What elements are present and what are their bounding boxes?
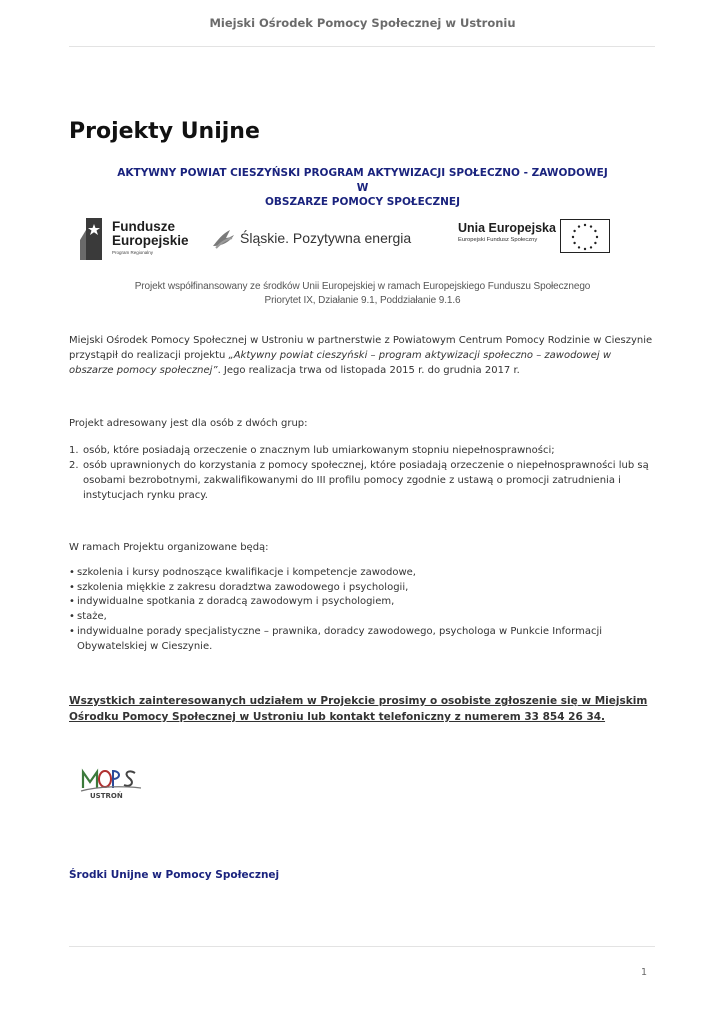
cofinancing-line1: Projekt współfinansowany ze środków Unii Europejskiej w ramach Europejskiego Funduszu Społecznego <box>134 281 591 292</box>
page-number: 1 <box>640 967 647 978</box>
ue-logo-line1: Unia Europejska <box>458 221 556 235</box>
list-item: • staże, <box>69 610 655 625</box>
fundusze-europejskie-logo <box>78 214 198 264</box>
list-item <box>69 443 655 458</box>
intro-paragraph <box>69 333 655 378</box>
unia-europejska-logo <box>458 219 618 259</box>
ue-logo-line2: Europejski Fundusz Społeczny <box>458 237 538 243</box>
slaskie-logo <box>210 224 420 254</box>
list-item-number: 1. <box>69 445 79 456</box>
list-item <box>69 458 655 503</box>
mops-logo <box>79 764 151 804</box>
list-item: • szkolenia i kursy podnoszące kwalifikacje i kompetencje zawodowe, <box>69 566 655 581</box>
cofinancing-note <box>100 280 625 308</box>
activities-lead: W ramach Projektu organizowane będą: <box>69 542 269 553</box>
footer-divider <box>69 946 655 947</box>
page-title: Projekty Unijne <box>69 119 260 144</box>
fe-logo-line2: Europejskie <box>112 233 189 248</box>
eu-flag-icon <box>560 219 610 253</box>
groups-lead: Projekt adresowany jest dla osób z dwóch grup: <box>69 418 308 429</box>
cofinancing-line2: Priorytet IX, Działanie 9.1, Poddziałanie 9.1.6 <box>264 295 461 306</box>
header-divider <box>69 46 655 47</box>
intro-text-after: . Jego realizacja trwa od listopada 2015 r. do grudnia 2017 r. <box>217 365 520 376</box>
list-item: • szkolenia miękkie z zakresu doradztwa zawodowego i psychologii, <box>69 581 655 596</box>
contact-note: Wszystkich zainteresowanych udziałem w Projekcie prosimy o osobiste zgłoszenie się w Miejskim Ośrodku Pomocy Społecznej w Ustroniu lub kontakt telefoniczny z numerem 33 854 26 34. <box>69 695 648 723</box>
groups-list <box>69 443 655 503</box>
mops-logo-label: USTROŃ <box>90 792 123 800</box>
eu-logos-banner <box>78 214 618 264</box>
list-item-text: osób, które posiadają orzeczenie o znacznym lub umiarkowanym stopniu niepełnosprawności; <box>83 445 555 456</box>
eu-funds-link[interactable]: Środki Unijne w Pomocy Społecznej <box>69 869 280 881</box>
slaskie-logo-text: Śląskie. Pozytywna energia <box>240 230 412 246</box>
mops-logo-icon <box>79 764 151 804</box>
list-item-number: 2. <box>69 460 79 471</box>
intro-project-name: „Aktywny powiat cieszyński – program aktywizacji społeczno – zawodowej w obszarze pomocy społecznej” <box>69 350 612 376</box>
list-item-text: osób uprawnionych do korzystania z pomocy społecznej, które posiadają orzeczenie o niepełnosprawności lub są osobami bezrobotnymi, zakwalifikowanymi do III profilu pomocy zgodnie z ustawą o promocji zatrudnienia i instytucjach rynku pracy. <box>83 460 649 501</box>
project-subtitle-line1: AKTYWNY POWIAT CIESZYŃSKI PROGRAM AKTYWIZACJI SPOŁECZNO - ZAWODOWEJ W <box>117 167 608 194</box>
site-header-title: Miejski Ośrodek Pomocy Społecznej w Ustroniu <box>209 16 516 30</box>
list-item: • indywidualne spotkania z doradcą zawodowym i psychologiem, <box>69 595 655 610</box>
intro-text-before: Miejski Ośrodek Pomocy Społecznej w Ustroniu w partnerstwie z Powiatowym Centrum Pomocy Rodzinie w Cieszynie przystąpił do realizacji projektu <box>69 335 653 361</box>
fe-logo-line1: Fundusze <box>112 219 175 234</box>
fundusze-europejskie-icon <box>78 216 108 262</box>
activities-list <box>69 566 655 654</box>
slaskie-bird-icon <box>210 226 236 252</box>
project-subtitle <box>110 166 615 210</box>
fe-logo-line3: Program Regionalny <box>112 250 154 255</box>
project-subtitle-line2: OBSZARZE POMOCY SPOŁECZNEJ <box>264 196 460 208</box>
list-item: • indywidualne porady specjalistyczne – prawnika, doradcy zawodowego, psychologa w Punkcie Informacji Obywatelskiej w Cieszynie. <box>69 625 655 654</box>
